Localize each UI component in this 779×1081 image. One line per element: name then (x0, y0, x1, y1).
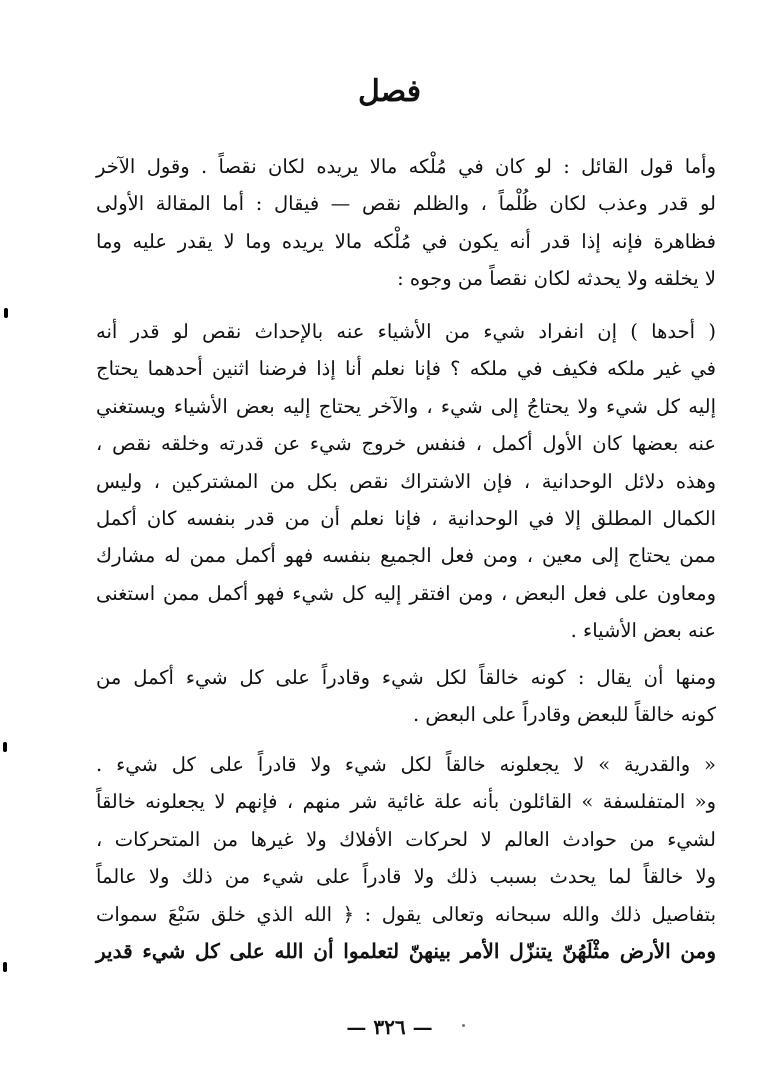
text-line: ولا خالقاً لما يحدث بسبب ذلك ولا قادراً على شيء من ذلك ولا عالماً (96, 865, 716, 889)
paragraph-2 (96, 313, 716, 650)
text-line: لو قدر وعذب لكان ظُلْماً ، والظلم نقص — فيقال : أما المقالة الأولى (96, 192, 716, 216)
text-line: ممن يحتاج إلى معين ، ومن فعل الجميع بنفسه فهو أكمل ممن له مشارك (96, 544, 716, 568)
page-number: — ٣٢٦ — (346, 1015, 433, 1039)
text-line: ومعاون على فعل البعض ، ومن افتقر إليه كل شيء فهو أكمل ممن استغنى (96, 581, 716, 605)
text-line: كونه خالقاً للبعض وقادراً على البعض . (412, 703, 716, 727)
text-line: الكمال المطلق إلا في الوحدانية ، فإنا نعلم أن من قدر بنفسه كان أكمل (96, 507, 716, 531)
text-line: إليه كل شيء ولا يحتاجُ إلى شيء ، والآخر يحتاج إليه بعض الأشياء ويستغني (96, 394, 716, 418)
paragraph-1 (96, 148, 716, 298)
text-line: ( أحدها ) إن انفراد شيء من الأشياء عنه بالإحداث نقص لو قدر أنه (96, 320, 716, 343)
text-line: و« المتفلسفة » القائلون بأنه علة غائية شر منهم ، فإنهم لا يجعلونه خالقاً (96, 790, 716, 814)
page-title: فصل (357, 74, 422, 109)
text-line: في غير ملكه فكيف في ملكه ؟ فإنا نعلم أنا إذا فرضنا اثنين أحدهما يحتاج (96, 357, 716, 381)
text-line: بتفاصيل ذلك والله سبحانه وتعالى يقول : ﴿ الله الذي خلق سَبْعَ سموات (96, 902, 716, 926)
margin-mark (4, 308, 8, 318)
text-line: عنه بعض الأشياء . (570, 619, 716, 643)
margin-mark (3, 742, 7, 752)
text-line: فظاهرة فإنه إذا قدر أنه يكون في مُلْكه مالا يريده وما لا يقدر عليه وما (96, 229, 716, 253)
paragraph-3 (96, 659, 716, 734)
quran-verse-line: ومن الأرض مثْلَهُنّ يتنزّل الأمر بينهنّ لتعلموا أن الله على كل شيء قدير (96, 939, 716, 964)
scan-speck (462, 1024, 465, 1027)
text-line: وهذه دلائل الوحدانية ، فإن الاشتراك نقص بكل من المشتركين ، وليس (96, 469, 716, 493)
text-line: « والقدرية » لا يجعلونه خالقاً لكل شيء ولا قادراً على كل شيء . (96, 753, 716, 776)
text-line: ومنها أن يقال : كونه خالقاً لكل شيء وقادراً على كل شيء أكمل من (96, 666, 716, 689)
margin-mark (3, 962, 7, 972)
text-line: وأما قول القائل : لو كان في مُلْكه مالا يريده لكان نقصاً . وقول الآخر (96, 155, 716, 178)
text-line: عنه بعضها كان الأول أكمل ، فنفس خروج شيء عن قدرته وخلقه نقص ، (96, 432, 716, 456)
text-line: لشيء من حوادث العالم لا لحركات الأفلاك ولا غيرها من المتحركات ، (96, 827, 716, 851)
paragraph-4 (96, 746, 716, 970)
text-line: لا يخلقه ولا يحدثه لكان نقصاً من وجوه : (397, 267, 716, 291)
